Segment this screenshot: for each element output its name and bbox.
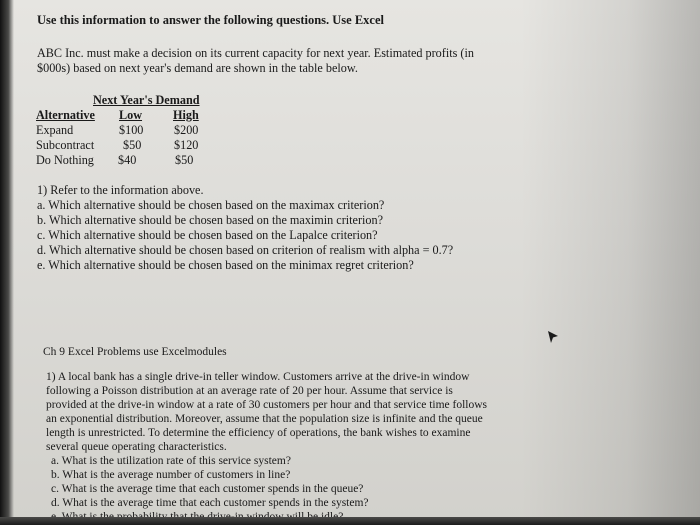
mouse-cursor-icon xyxy=(547,330,559,344)
problem-line: several queue operating characteristics. xyxy=(46,441,227,453)
table-title: Next Year's Demand xyxy=(93,93,200,107)
table-cell-low: $40 xyxy=(118,153,137,167)
question-item: b. Which alternative should be chosen based on the maximin criterion? xyxy=(37,213,383,227)
column-header-low: Low xyxy=(119,108,143,122)
problem-item: a. What is the utilization rate of this service system? xyxy=(51,455,291,467)
column-header-alternative: Alternative xyxy=(36,108,95,122)
problem-item: b. What is the average number of customers in line? xyxy=(51,469,291,481)
table-cell-high: $200 xyxy=(174,123,199,137)
photo-edge-bottom xyxy=(0,517,700,525)
intro-line: $000s) based on next year's demand are shown in the table below. xyxy=(37,61,358,75)
table-cell-low: $50 xyxy=(123,138,142,152)
question-item: e. Which alternative should be chosen based on the minimax regret criterion? xyxy=(37,258,414,272)
problem-line: following a Poisson distribution at an average rate of 20 per hour. Assume that service is xyxy=(46,385,453,397)
photo-shadow-right xyxy=(520,0,700,525)
problem-line: provided at the drive-in window at a rate of 30 customers per hour and that service time follows xyxy=(46,399,488,411)
table-cell-alternative: Subcontract xyxy=(36,138,95,152)
page-header: Use this information to answer the following questions. Use Excel xyxy=(37,13,384,27)
column-header-high: High xyxy=(173,108,199,122)
photo-shadow-left xyxy=(0,0,14,525)
table-cell-high: $50 xyxy=(175,153,194,167)
table-cell-alternative: Expand xyxy=(36,123,74,137)
problem-line: 1) A local bank has a single drive-in teller window. Customers arrive at the drive-in window xyxy=(46,371,470,383)
table-cell-low: $100 xyxy=(119,123,144,137)
problem-line: length is unrestricted. To determine the efficiency of operations, the bank wishes to examine xyxy=(46,427,471,439)
problem-item: d. What is the average time that each customer spends in the system? xyxy=(51,497,369,509)
question-item: d. Which alternative should be chosen based on criterion of realism with alpha = 0.7? xyxy=(37,243,454,257)
table-cell-alternative: Do Nothing xyxy=(36,153,94,167)
question-intro: 1) Refer to the information above. xyxy=(37,183,204,197)
problem-line: an exponential distribution. Moreover, assume that the population size is infinite and the queue xyxy=(46,413,483,425)
question-item: a. Which alternative should be chosen based on the maximax criterion? xyxy=(37,198,385,212)
intro-line: ABC Inc. must make a decision on its current capacity for next year. Estimated profits (in xyxy=(37,46,474,60)
table-cell-high: $120 xyxy=(174,138,199,152)
question-item: c. Which alternative should be chosen based on the Lapalce criterion? xyxy=(37,228,378,242)
problem-item: c. What is the average time that each customer spends in the queue? xyxy=(51,483,364,495)
section-heading: Ch 9 Excel Problems use Excelmodules xyxy=(43,346,227,358)
